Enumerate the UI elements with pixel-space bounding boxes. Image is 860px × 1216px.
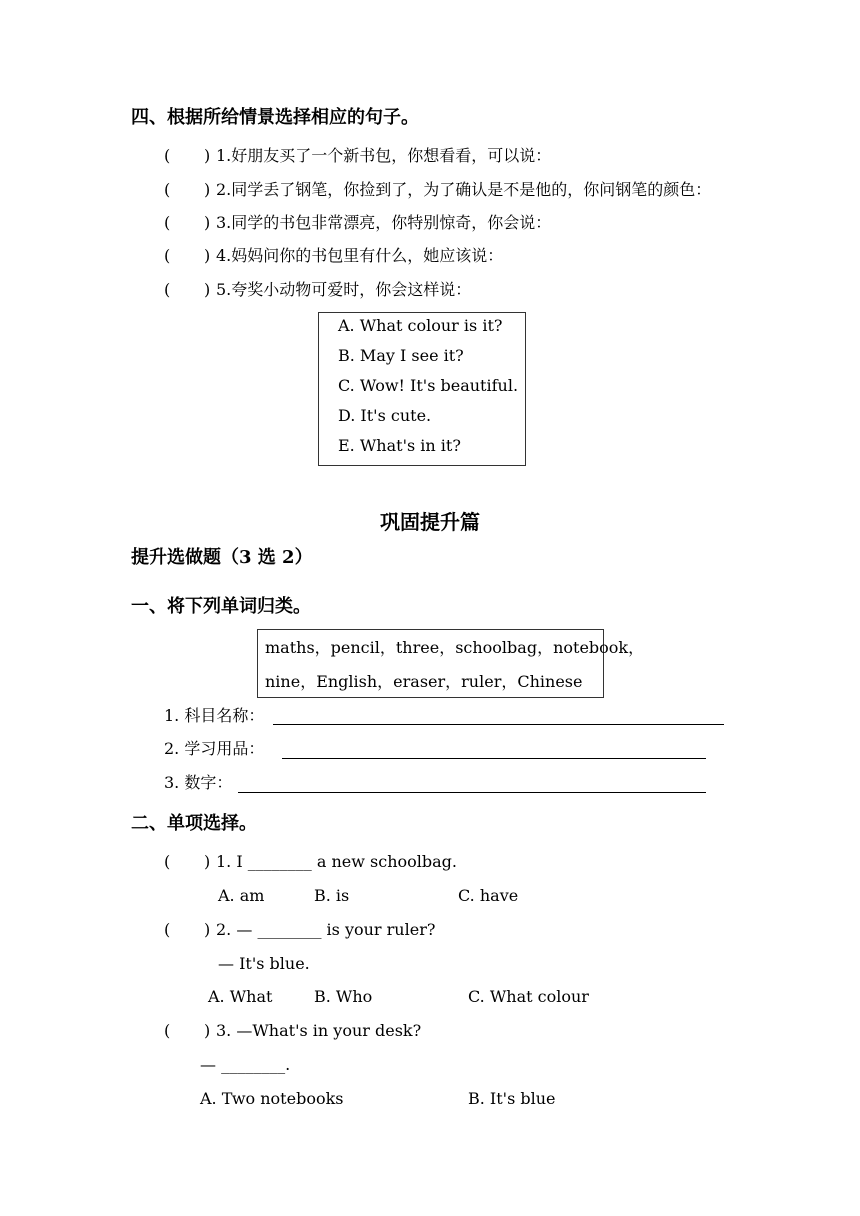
answer-paren-open: ( bbox=[164, 246, 171, 265]
section-2-heading: 二、单项选择。 bbox=[131, 813, 257, 834]
q1-option-b: B. is bbox=[314, 886, 350, 905]
q1-option-c: C. have bbox=[458, 886, 519, 905]
q1-text: 1. I ________ a new schoolbag. bbox=[216, 852, 457, 871]
answer-paren-open: ( bbox=[164, 146, 171, 165]
question-text: 4.妈妈问你的书包里有什么，她应该说： bbox=[216, 246, 504, 265]
word-box bbox=[257, 629, 645, 698]
answer-paren-open: ( bbox=[164, 1021, 171, 1040]
q3-reply: — ________. bbox=[200, 1055, 291, 1074]
word-list-line-1: maths，pencil，three，schoolbag，notebook， bbox=[265, 638, 645, 657]
answer-blank-subjects[interactable] bbox=[273, 724, 724, 725]
part-title: 巩固提升篇 bbox=[380, 510, 480, 534]
answer-blank-numbers[interactable] bbox=[238, 792, 706, 793]
section-1-heading: 一、将下列单词归类。 bbox=[131, 596, 311, 617]
options-box bbox=[318, 312, 526, 466]
q3-option-a: A. Two notebooks bbox=[200, 1089, 344, 1108]
question-text: 1.好朋友买了一个新书包，你想看看，可以说： bbox=[216, 146, 552, 165]
answer-paren-open: ( bbox=[164, 213, 171, 232]
answer-paren-open: ( bbox=[164, 852, 171, 871]
answer-paren-open: ( bbox=[164, 920, 171, 939]
answer-blank-supplies[interactable] bbox=[282, 758, 706, 759]
answer-paren-close: ) bbox=[204, 852, 211, 871]
answer-paren-close: ) bbox=[204, 280, 211, 299]
category-label-subjects: 1. 科目名称： bbox=[164, 706, 265, 725]
sub-title: 提升选做题（3 选 2） bbox=[131, 547, 313, 568]
word-list-line-2: nine，English，eraser，ruler，Chinese bbox=[265, 672, 583, 691]
q2-reply: — It's blue. bbox=[218, 954, 310, 973]
q1-option-a: A. am bbox=[218, 886, 265, 905]
q3-option-b: B. It's blue bbox=[468, 1089, 556, 1108]
q3-text: 3. —What's in your desk? bbox=[216, 1021, 422, 1040]
q2-option-a: A. What bbox=[208, 987, 273, 1006]
answer-paren-close: ) bbox=[204, 920, 211, 939]
option-d: D. It's cute. bbox=[338, 406, 432, 425]
answer-paren-close: ) bbox=[204, 1021, 211, 1040]
answer-paren-open: ( bbox=[164, 180, 171, 199]
question-text: 3.同学的书包非常漂亮，你特别惊奇，你会说： bbox=[216, 213, 552, 232]
answer-paren-close: ) bbox=[204, 213, 211, 232]
option-c: C. Wow! It's beautiful. bbox=[338, 376, 519, 395]
answer-paren-close: ) bbox=[204, 146, 211, 165]
category-label-supplies: 2. 学习用品： bbox=[164, 739, 265, 758]
answer-paren-open: ( bbox=[164, 280, 171, 299]
answer-paren-close: ) bbox=[204, 180, 211, 199]
q2-text: 2. — ________ is your ruler? bbox=[216, 920, 436, 939]
option-a: A. What colour is it? bbox=[338, 316, 503, 335]
question-text: 5.夸奖小动物可爱时，你会这样说： bbox=[216, 280, 472, 299]
option-b: B. May I see it? bbox=[338, 346, 464, 365]
section-4-heading: 四、根据所给情景选择相应的句子。 bbox=[131, 107, 419, 128]
option-e: E. What's in it? bbox=[338, 436, 461, 455]
q2-option-b: B. Who bbox=[314, 987, 373, 1006]
category-label-numbers: 3. 数字： bbox=[164, 773, 233, 792]
answer-paren-close: ) bbox=[204, 246, 211, 265]
q2-option-c: C. What colour bbox=[468, 987, 589, 1006]
question-text: 2.同学丢了钢笔，你捡到了，为了确认是不是他的，你问钢笔的颜色： bbox=[216, 180, 712, 199]
